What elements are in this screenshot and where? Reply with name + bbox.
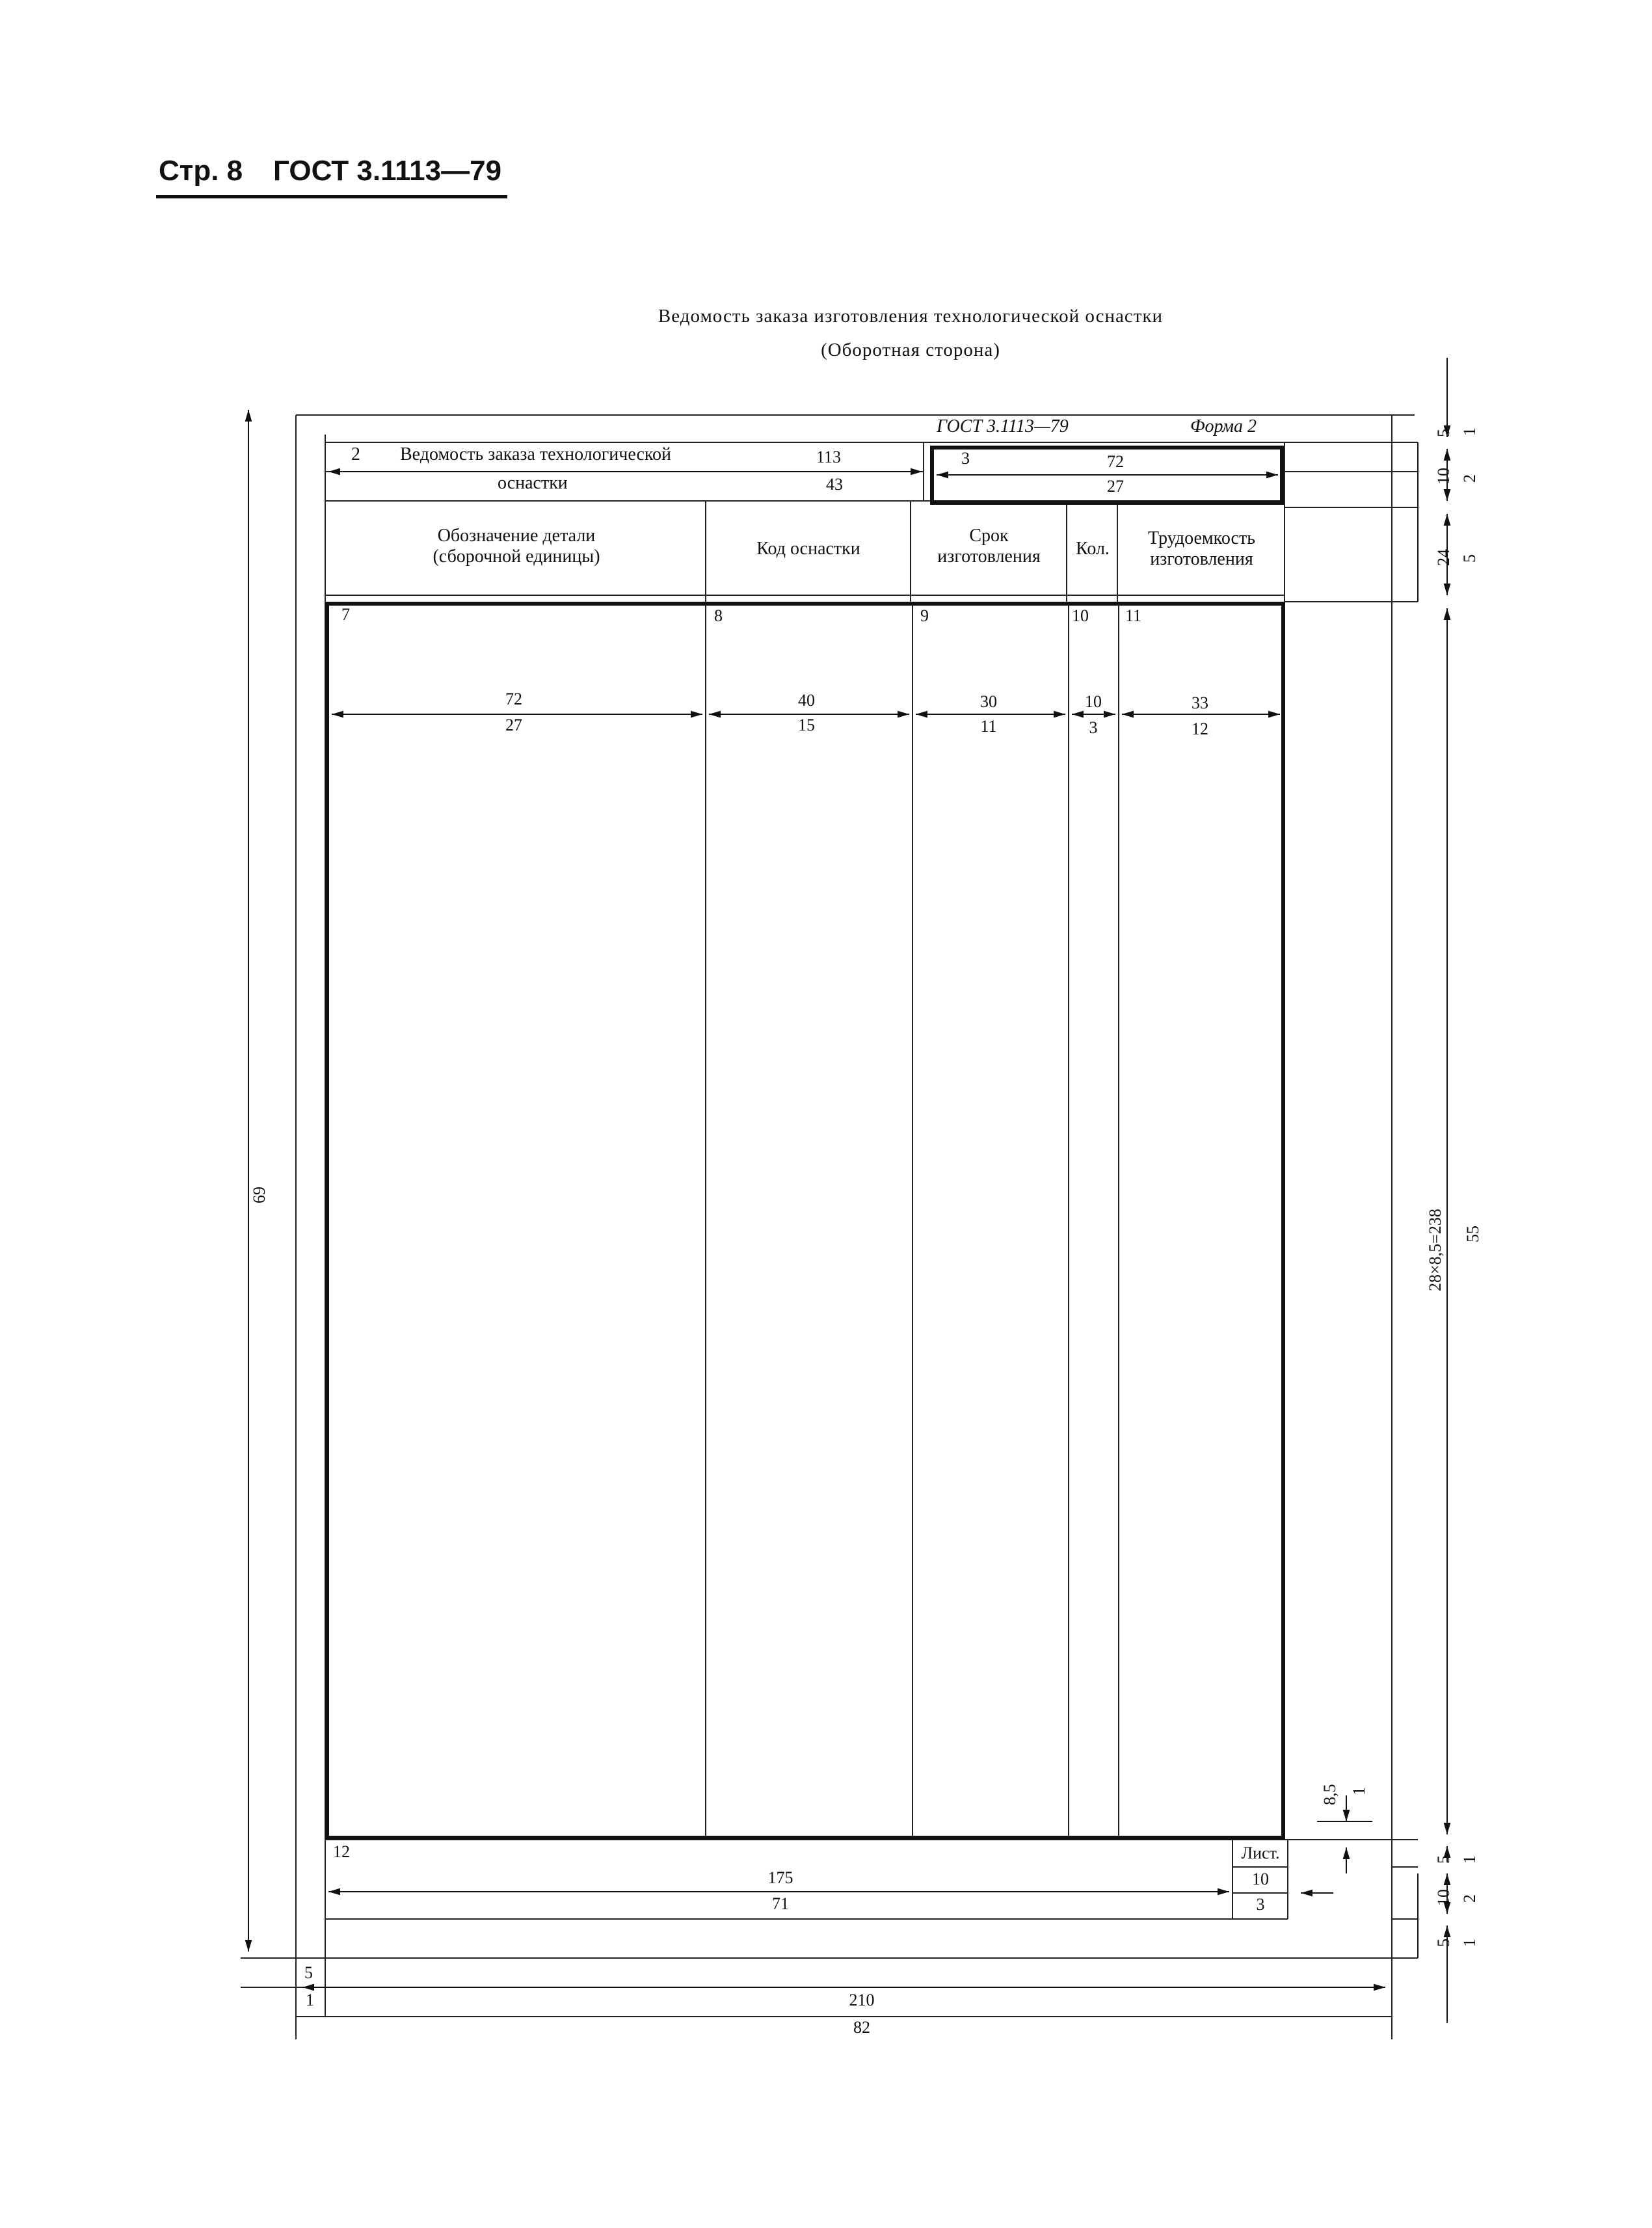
dim-bot-1a: 1	[1460, 1855, 1479, 1864]
field-2-dim-cols: 43	[826, 475, 843, 494]
col-header-labor: Трудоемкость изготовления	[1148, 528, 1255, 569]
col-header-term: Срок изготовления	[937, 526, 1041, 567]
col-number-10: 10	[1072, 606, 1089, 625]
dim-right-rows: 28×8,5=238	[1426, 1209, 1445, 1291]
dim-left-total: 69	[250, 1187, 269, 1203]
dim-bot-1b: 1	[1460, 1939, 1479, 1947]
dim-width-mm: 210	[849, 1991, 875, 2009]
page-number: Стр. 8	[159, 155, 243, 187]
col-8-dim-mm: 40	[798, 691, 815, 710]
col-number-7: 7	[341, 605, 350, 624]
col-header-quantity: Кол.	[1076, 539, 1110, 559]
dim-top-1: 1	[1460, 427, 1479, 436]
col-number-9: 9	[920, 606, 929, 625]
dim-margin-5: 5	[304, 1963, 313, 1982]
col-7-dim-mm: 72	[505, 690, 522, 708]
sheet-dim-mm: 10	[1252, 1870, 1269, 1888]
dim-top-5: 5	[1434, 429, 1453, 437]
dim-bot-2: 2	[1460, 1894, 1479, 1903]
col-11-dim-mm: 33	[1192, 693, 1208, 712]
field-2-text-cont: оснастки	[498, 473, 568, 493]
field-2-dim-mm: 113	[816, 448, 842, 466]
dim-bot-5a: 5	[1434, 1855, 1453, 1864]
col-10-dim-mm: 10	[1085, 692, 1102, 711]
col-11-dim-cols: 12	[1192, 719, 1208, 738]
field-3-dim-cols: 27	[1107, 477, 1124, 496]
form-caption-side: (Оборотная сторона)	[821, 340, 1000, 360]
field-3-number: 3	[961, 449, 970, 468]
dim-bot-10: 10	[1434, 1889, 1453, 1906]
dim-right-count: 55	[1463, 1226, 1482, 1242]
col-7-dim-cols: 27	[505, 716, 522, 734]
col-header-part-designation: Обозначение детали (сборочной единицы)	[433, 526, 600, 567]
form-number-label: Форма 2	[1190, 416, 1257, 436]
dim-bot-5b: 5	[1434, 1939, 1453, 1947]
col-number-8: 8	[714, 606, 723, 625]
col-8-dim-cols: 15	[798, 716, 815, 734]
form-caption: Ведомость заказа изготовления технологической оснастки	[658, 306, 1164, 327]
dim-margin-1: 1	[306, 1991, 314, 2009]
dim-head-5: 5	[1460, 554, 1479, 563]
dim-top-10: 10	[1434, 468, 1453, 485]
col-header-tool-code: Код оснастки	[756, 539, 860, 559]
col-number-11: 11	[1125, 606, 1142, 625]
dim-top-2: 2	[1460, 474, 1479, 483]
dim-head-24: 24	[1434, 549, 1453, 566]
footer-dim-mm: 175	[767, 1868, 793, 1887]
footer-dim-cols: 71	[772, 1894, 789, 1913]
col-9-dim-cols: 11	[980, 717, 997, 736]
standard-designation: ГОСТ 3.1113—79	[273, 155, 502, 187]
sheet-label: Лист.	[1241, 1844, 1280, 1862]
form-gost-label: ГОСТ 3.1113—79	[937, 416, 1069, 436]
sheet-dim-cols: 3	[1256, 1895, 1265, 1914]
col-9-dim-mm: 30	[980, 692, 997, 711]
footer-field-number: 12	[333, 1842, 350, 1861]
field-2-number: 2	[351, 444, 360, 464]
dim-row-1: 1	[1350, 1787, 1368, 1795]
field-2-text: Ведомость заказа технологической	[400, 444, 672, 464]
dim-width-cols: 82	[853, 2018, 870, 2037]
dim-row-height: 8,5	[1320, 1784, 1339, 1805]
field-3-dim-mm: 72	[1107, 452, 1124, 471]
col-10-dim-cols: 3	[1089, 718, 1098, 737]
